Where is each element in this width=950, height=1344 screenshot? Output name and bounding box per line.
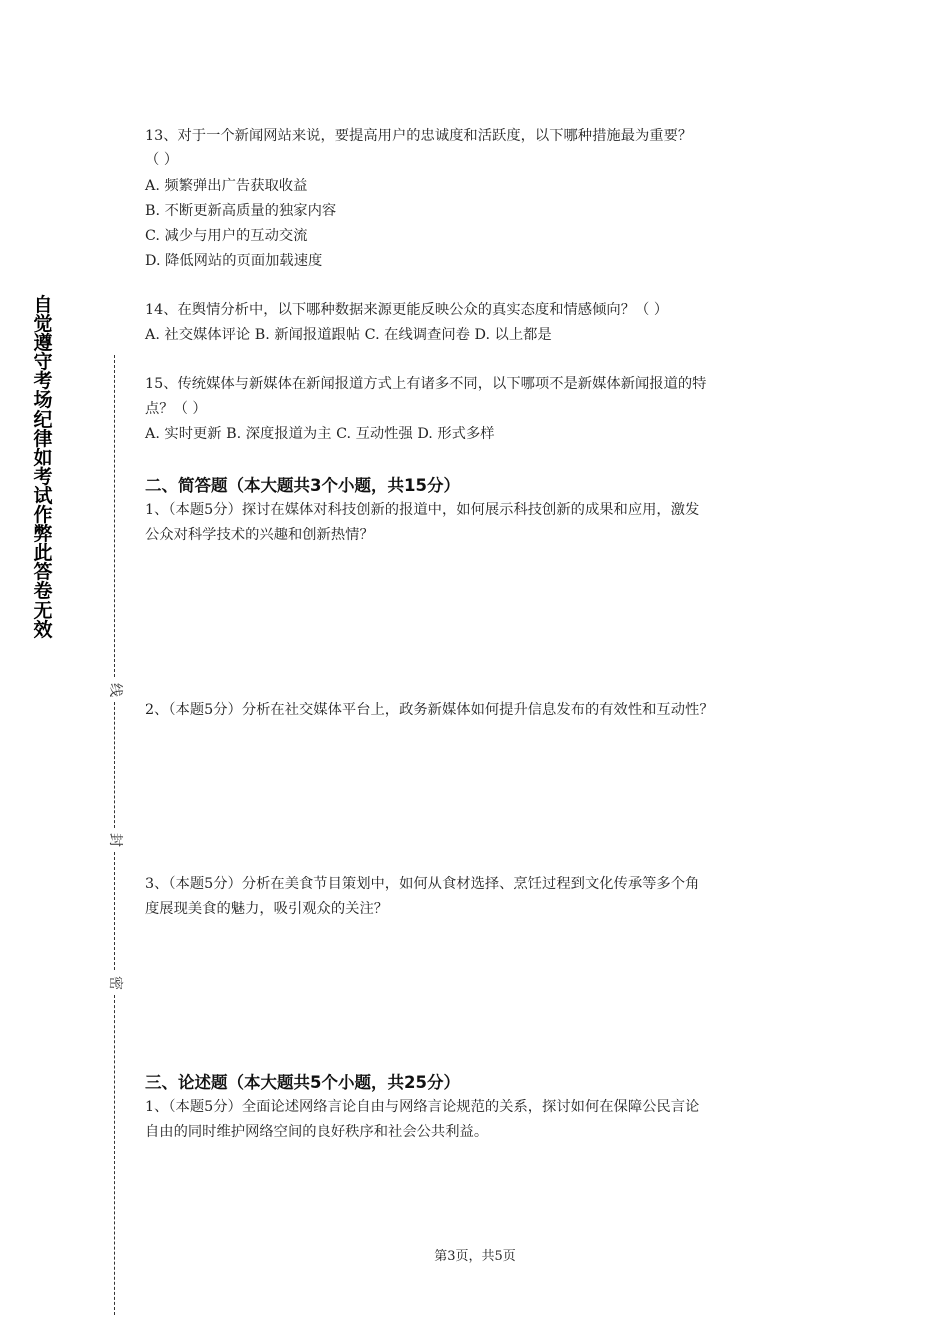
question-13-stem-cont: （ ） <box>145 152 179 168</box>
seal-line-dash <box>114 852 115 970</box>
page-number: 第3页，共5页 <box>434 1249 516 1264</box>
seal-line-dash <box>114 995 115 1315</box>
essay-1-cont: 自由的同时维护网络空间的良好秩序和社会公共利益。 <box>145 1124 489 1140</box>
dense-char: 密 <box>107 976 123 990</box>
seal-char: 封 <box>107 833 123 847</box>
short-answer-3-cont: 度展现美食的魅力，吸引观众的关注？ <box>145 901 389 917</box>
seal-line-char: 线 <box>107 683 123 697</box>
short-answer-1-cont: 公众对科学技术的兴趣和创新热情？ <box>145 527 374 543</box>
question-15-stem-cont: 点？（ ） <box>145 401 207 417</box>
question-13-option-b: B. 不断更新高质量的独家内容 <box>145 203 337 219</box>
question-14-stem: 14、在舆情分析中，以下哪种数据来源更能反映公众的真实态度和情感倾向？（ ） <box>145 302 669 318</box>
exam-discipline-notice: 自觉遵守考场纪律如考试作弊此答卷无效 <box>33 294 53 641</box>
short-answer-2: 2、（本题5分）分析在社交媒体平台上，政务新媒体如何提升信息发布的有效性和互动性？ <box>145 702 714 718</box>
question-13-option-a: A. 频繁弹出广告获取收益 <box>145 178 308 194</box>
question-13-option-d: D. 降低网站的页面加载速度 <box>145 253 323 269</box>
short-answer-1: 1、（本题5分）探讨在媒体对科技创新的报道中，如何展示科技创新的成果和应用，激发 <box>145 502 700 518</box>
short-answer-3: 3、（本题5分）分析在美食节目策划中，如何从食材选择、烹饪过程到文化传承等多个角 <box>145 876 700 892</box>
question-13-stem: 13、对于一个新闻网站来说，要提高用户的忠诚度和活跃度，以下哪种措施最为重要？ <box>145 128 693 144</box>
question-13-option-c: C. 减少与用户的互动交流 <box>145 228 308 244</box>
seal-line-dash <box>114 355 115 677</box>
question-15-options: A. 实时更新 B. 深度报道为主 C. 互动性强 D. 形式多样 <box>145 426 495 442</box>
section-3-heading: 三、论述题（本大题共5个小题，共25分） <box>145 1073 460 1092</box>
section-2-heading: 二、简答题（本大题共3个小题，共15分） <box>145 476 460 495</box>
question-14-options: A. 社交媒体评论 B. 新闻报道跟帖 C. 在线调查问卷 D. 以上都是 <box>145 327 552 343</box>
question-15-stem: 15、传统媒体与新媒体在新闻报道方式上有诸多不同，以下哪项不是新媒体新闻报道的特 <box>145 376 707 392</box>
seal-line-dash <box>114 702 115 828</box>
essay-1: 1、（本题5分）全面论述网络言论自由与网络言论规范的关系，探讨如何在保障公民言论 <box>145 1099 700 1115</box>
